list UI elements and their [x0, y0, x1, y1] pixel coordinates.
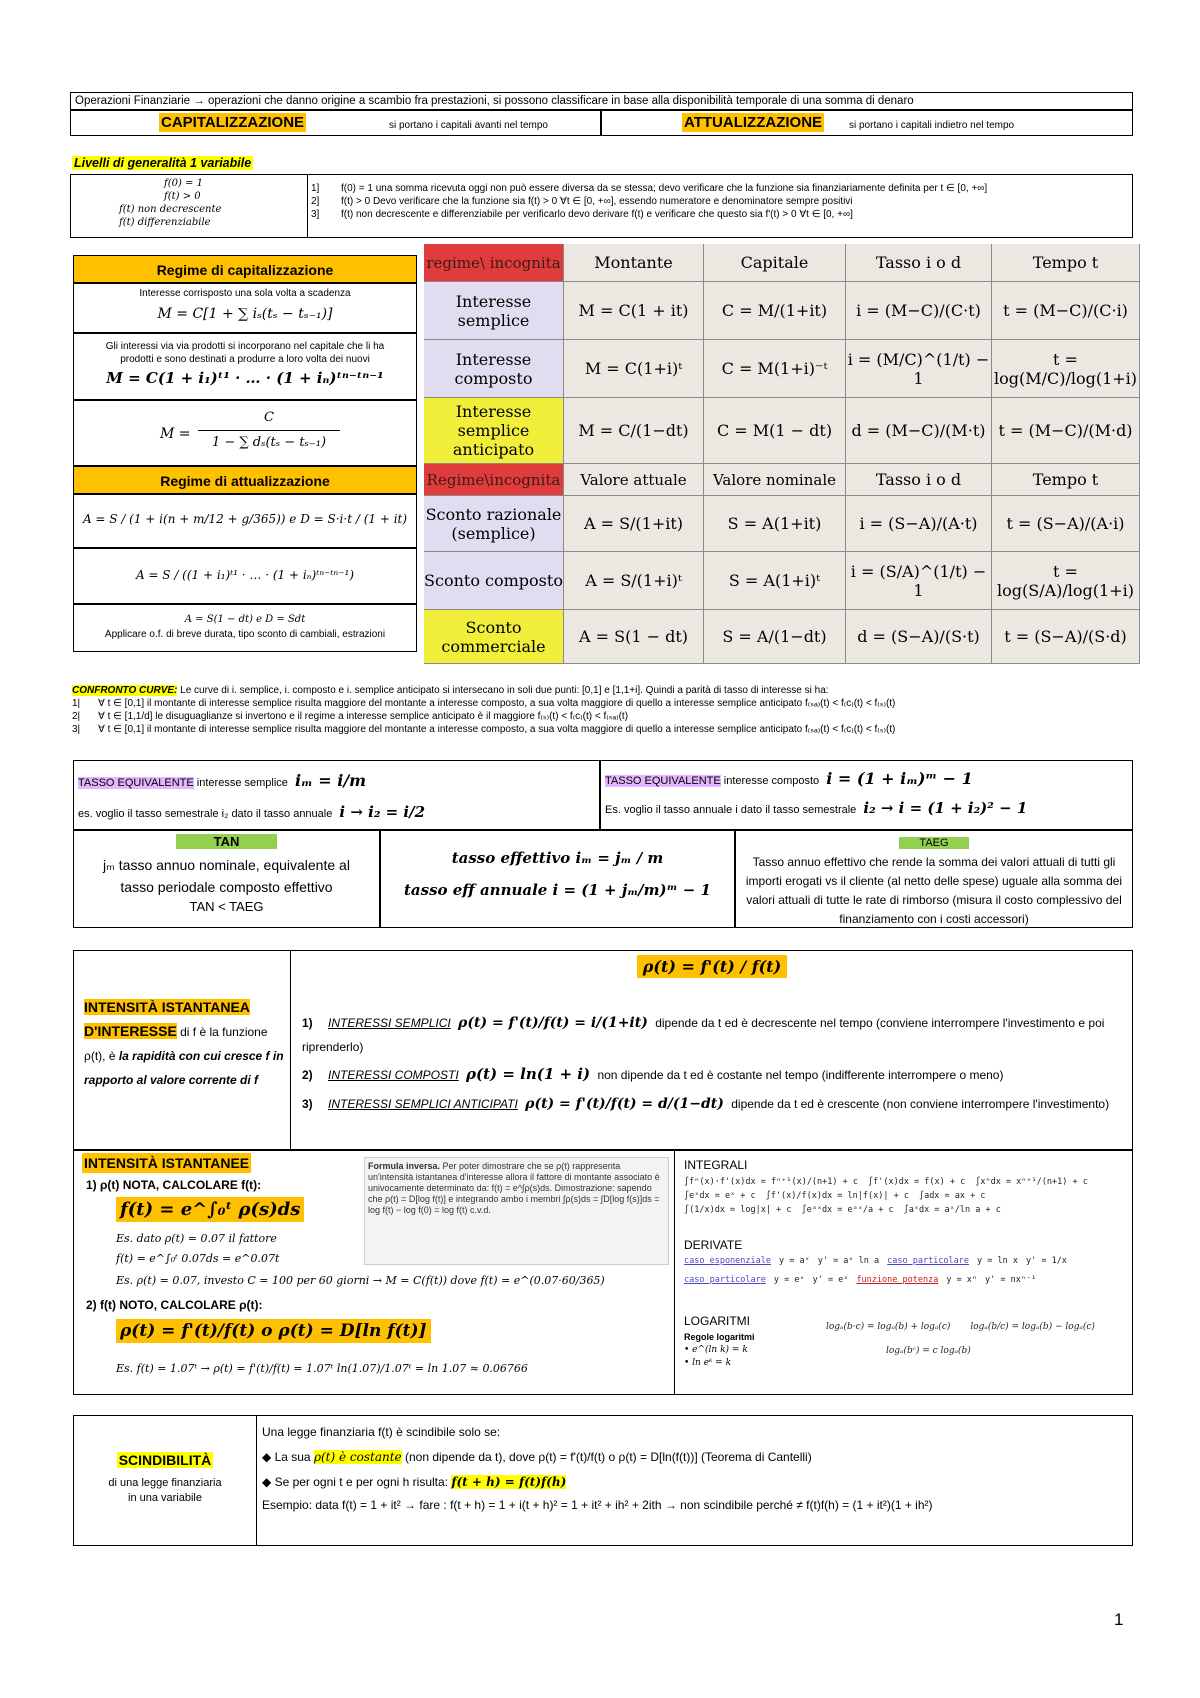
intensita-item-1-text: dipende da t ed è decrescente nel tempo (conviene interrompere l'investimento e poi riprenderlo) — [302, 1016, 1105, 1054]
confronto-intro-line — [72, 684, 1132, 697]
regime-att-r3-note: Applicare o.f. di breve durata, tipo sconto di cambiali, estrazioni — [104, 629, 386, 640]
scindibilita-b1-hl: ρ(t) è costante — [313, 1450, 402, 1464]
tasso-eq-right-label: TASSO EQUIVALENTE — [605, 775, 721, 787]
intensita-item-1-n: 1) — [302, 1016, 313, 1030]
intensita-item-3-formula: ρ(t) = f'(t)/f(t) = d/(1−dt) — [525, 1096, 724, 1112]
intensita-box — [73, 950, 1133, 1150]
regime-cap-row3 — [73, 400, 417, 466]
confronto-section — [72, 684, 1132, 736]
livelli-title: Livelli di generalità 1 variabile — [74, 156, 252, 170]
regime-att-r1-formula: A = S / (1 + i(n + m/12 + g/365)) e D = S·i·t / (1 + it) — [82, 512, 408, 526]
confronto-intro: Le curve di i. semplice, i. composto e i. semplice anticipato si intersecano in soli due punti: [0,1] e [1,1+i]. Quindi a parità di tasso di interesse si ha: — [180, 685, 829, 696]
tasso-eq-left-example: es. voglio il tasso semestrale i₂ dato il tasso annuale — [78, 808, 333, 820]
att-title: ATTUALIZZAZIONE — [684, 114, 823, 131]
intensita-item-3 — [302, 1092, 1128, 1116]
pt-att-r1c2: S = A(1+i)ᵗ — [704, 552, 846, 610]
regime-att-row3 — [73, 604, 417, 652]
confronto-item-2-n: 2| — [72, 711, 81, 722]
derivate-label-1: caso_esponenziale — [684, 1256, 771, 1266]
scindibilita-title-wrap — [74, 1416, 256, 1470]
att-cell — [601, 110, 1133, 136]
tasso-eq-left-text: interesse semplice — [196, 777, 288, 789]
cap-title: CAPITALIZZAZIONE — [161, 114, 305, 131]
confronto-item-1-text: ∀ t ∈ [0,1] il montante di interesse semplice risulta maggiore del montante a interesse composto, a sua volta maggiore di quello a interesse semplice anticipato f₍ₛₐ₎(t) < f₍c₎(t) < f₍ₛ₎(t) — [98, 698, 896, 709]
scindibilita-title: SCINDIBILITÀ — [118, 1452, 212, 1468]
integrali-rule-1b: ∫f'(x)dx = f(x) + c — [868, 1177, 966, 1187]
pt-cap-r0c0: Interesse semplice — [424, 282, 564, 340]
note-3-text: f(t) non decrescente e differenziabile per verificarlo devo derivare f(t) e verificare che questo sia f'(t) > 0 ∀t ∈ [0, +∞] — [341, 209, 853, 220]
regime-cap-r1-note: Interesse corrisposto una sola volta a scadenza — [139, 288, 351, 299]
derivate-row-2 — [684, 1274, 1130, 1287]
derivate-rule-5: y = eˣ — [773, 1275, 805, 1285]
integrali-rule-3b: ∫eᵃˣdx = eᵃˣ/a + c — [801, 1205, 894, 1215]
scindibilita-ex: Esempio: data f(t) = 1 + it² → fare : f(t + h) = 1 + i(t + h)² = 1 + it² + ih² + 2ith → non scindibile perché ≠ f(t)f(h) = (1 + it²)(1 + ih²) — [262, 1498, 933, 1512]
scindibilita-box — [73, 1415, 1133, 1546]
logaritmi-sub: Regole logaritmi — [684, 1332, 755, 1342]
tan-cell — [73, 830, 380, 928]
pt-att-r2c1: A = S(1 − dt) — [564, 610, 704, 664]
integrali-rule-2a: ∫eˣdx = eˣ + c — [684, 1191, 756, 1201]
derivate-table — [684, 1255, 1130, 1287]
livelli-divider — [307, 175, 308, 237]
formula-photo — [424, 244, 1140, 664]
intensita-main-formula: ρ(t) = f'(t) / f(t) — [637, 955, 787, 978]
pt-cap-r0c2: C = M/(1+it) — [704, 282, 846, 340]
tan-label: TAN — [176, 834, 278, 849]
integrali-rule-2c: ∫adx = ax + c — [918, 1191, 986, 1201]
note-3 — [311, 208, 1129, 221]
tasso-eq-left-formula: iₘ = i/m — [294, 771, 367, 790]
scindibilita-b2-hl: f(t + h) = f(t)f(h) — [451, 1475, 567, 1489]
pt-att-r0c1: A = S/(1+it) — [564, 496, 704, 552]
tasso-eq-right-formula: i = (1 + iₘ)ᵐ − 1 — [826, 769, 973, 788]
taeg-cell — [735, 830, 1133, 928]
confronto-title: CONFRONTO CURVE: — [72, 685, 178, 696]
tasso-eq-left-line1 — [78, 773, 366, 791]
pt-cap-r2c3: d = (M−C)/(M·t) — [846, 398, 992, 464]
logaritmi-rules — [684, 1331, 755, 1370]
regime-cap-r3-lhs: M = — [160, 426, 191, 442]
istantanee-ex1c: Es. ρ(t) = 0.07, investo C = 100 per 60 giorni → M = C(f(t)) dove f(t) = e^(0.07·60/365) — [116, 1274, 605, 1287]
intensita-item-2-label: INTERESSI COMPOSTI — [328, 1068, 459, 1082]
intensita-item-3-n: 3) — [302, 1097, 313, 1111]
confronto-item-1 — [72, 697, 1132, 710]
note-1-text: f(0) = 1 una somma ricevuta oggi non può essere diversa da se stessa; devo verificare che la funzione sia finanziariamente definita per t ∈ [0, +∞] — [341, 183, 988, 194]
confronto-item-1-n: 1| — [72, 698, 81, 709]
istantanee-p2: 2) f(t) NOTO, CALCOLARE ρ(t): — [86, 1298, 263, 1312]
pt-cap-h3: Tasso i o d — [846, 244, 992, 282]
pt-att-r0c4: t = (S−A)/(A·i) — [992, 496, 1140, 552]
pt-cap-r0c1: M = C(1 + it) — [564, 282, 704, 340]
eff-2: tasso eff annuale i = (1 + jₘ/m)ᵐ − 1 — [404, 881, 711, 899]
derivate-row-1 — [684, 1255, 1130, 1268]
scindibilita-sub1: di una legge finanziaria — [108, 1477, 222, 1489]
cond-2: f(t) > 0 — [164, 191, 201, 202]
derivate-label-4: funzione_potenza — [856, 1275, 939, 1285]
derivate-label-3: caso_particolare — [684, 1275, 766, 1285]
pt-att-r2c0: Sconto commerciale — [424, 610, 564, 664]
tasso-eq-right-example: Es. voglio il tasso annuale i dato il tasso semestrale — [605, 804, 857, 816]
logaritmi-rule-1-text: e^(ln k) = k — [692, 1345, 748, 1355]
scindibilita-sub2: in una variabile — [128, 1492, 202, 1504]
istantanee-title: INTENSITÀ ISTANTANEE — [84, 1155, 250, 1171]
derivate-rule-7: y = xⁿ — [946, 1275, 978, 1285]
cap-cell — [70, 110, 601, 136]
pt-cap-r2c4: t = (M−C)/(M·d) — [992, 398, 1140, 464]
tasso-eq-right-example-formula: i₂ → i = (1 + i₂)² − 1 — [863, 799, 1028, 817]
integrali-rule-1 — [684, 1175, 1130, 1189]
regime-att-row2 — [73, 548, 417, 604]
scindibilita-right — [262, 1420, 1128, 1515]
scindibilita-b1: ◆ La sua ρ(t) è costante (non dipende da t), dove ρ(t) = f'(t)/f(t) o ρ(t) = D[ln(f(t))] (Teorema di Cantelli) — [262, 1450, 812, 1464]
pt-cap-h0: regime\ incognita — [424, 244, 564, 282]
logaritmi-prop-1: logₐ(b·c) = logₐ(b) + logₐ(c) — [826, 1322, 951, 1332]
cap-desc: si portano i capitali avanti nel tempo — [389, 120, 548, 131]
istantanee-ex1b: f(t) = e^∫₀ᵗ 0.07ds = e^0.07t — [116, 1252, 280, 1265]
proof-image — [364, 1157, 669, 1265]
tasso-eq-left — [73, 760, 600, 830]
pt-att-r0c0: Sconto razionale (semplice) — [424, 496, 564, 552]
tasso-eq-right-line1 — [605, 771, 973, 789]
pt-att-r1c0: Sconto composto — [424, 552, 564, 610]
regime-att-r2-formula: A = S / ((1 + i₁)ᵗ¹ · … · (1 + iₙ)ᵗⁿ⁻ᵗⁿ⁻¹) — [135, 568, 355, 582]
pt-cap-r1c0: Interesse composto — [424, 340, 564, 398]
pt-cap-h4: Tempo t — [992, 244, 1140, 282]
istantanee-box — [73, 1150, 1133, 1395]
derivate-rule-2: y' = aˣ ln a — [817, 1256, 880, 1266]
logaritmi-prop-3: logₐ(bᶜ) = c logₐ(b) — [886, 1346, 971, 1356]
derivate-rule-4: y' = 1/x — [1025, 1256, 1067, 1266]
derivate-rule-6: y' = eˣ — [812, 1275, 849, 1285]
logaritmi-title: LOGARITMI — [684, 1314, 751, 1328]
pt-att-r2c4: t = (S−A)/(S·d) — [992, 610, 1140, 664]
intensita-desc: di f è la funzione ρ(t), è — [84, 1025, 268, 1063]
pt-att-r2c3: d = (S−A)/(S·t) — [846, 610, 992, 664]
pt-cap-h2: Capitale — [704, 244, 846, 282]
scindibilita-b2-pre: Se per ogni t e per ogni h risulta: — [274, 1475, 452, 1489]
proof-text: Per poter dimostrare che se ρ(t) rappresenta un'intensità istantanea d'interesse allora il fattore di montante associato è univocamente determinato da: f(t) = e^∫ρ(s)ds. Dimostrazione: sapendo che ρ(t) = D[log f(t)] e integrando ambo i membri ∫ρ(s)ds = ∫D[log f(s)]ds = log f(t) − log f(0) = log f(t) c.v.d. — [368, 1161, 660, 1215]
pt-cap-r0c3: i = (M−C)/(C·t) — [846, 282, 992, 340]
istantanee-ex2: Es. f(t) = 1.07ᵗ → ρ(t) = f'(t)/f(t) = 1.07ᵗ ln(1.07)/1.07ᵗ = ln 1.07 ≈ 0.06766 — [116, 1362, 528, 1375]
cond-1: f(0) = 1 — [164, 178, 203, 189]
tasso-eq-left-line2 — [78, 805, 425, 822]
note-2 — [311, 195, 1129, 208]
istantanee-ex1a: Es. dato ρ(t) = 0.07 il fattore — [116, 1232, 277, 1245]
scindibilita-b2: ◆ Se per ogni t e per ogni h risulta: f(t + h) = f(t)f(h) — [262, 1475, 567, 1489]
intensita-item-3-text: dipende da t ed è crescente (non conviene interrompere l'investimento) — [731, 1097, 1110, 1111]
derivate-rule-1: y = aˣ — [779, 1256, 810, 1266]
pt-att-h2: Valore nominale — [704, 464, 846, 496]
integrali-rule-2 — [684, 1189, 1130, 1203]
regime-cap-r3-bar — [198, 430, 340, 431]
pt-att-r1c1: A = S/(1+i)ᵗ — [564, 552, 704, 610]
pt-cap-r0c4: t = (M−C)/(C·i) — [992, 282, 1140, 340]
page-number: 1 — [1114, 1610, 1124, 1629]
formule-right — [676, 1151, 1132, 1394]
note-1 — [311, 182, 1129, 195]
livelli-notes — [311, 182, 1129, 221]
confronto-item-2 — [72, 710, 1132, 723]
intensita-title-wrap — [84, 995, 284, 1091]
integrali-rule-1c: ∫xⁿdx = xⁿ⁺¹/(n+1) + c — [975, 1177, 1088, 1187]
intensita-item-2-text: non dipende da t ed è costante nel tempo (indifferente interrompere o meno) — [597, 1068, 1004, 1082]
pt-cap-h1: Montante — [564, 244, 704, 282]
pt-cap-r1c2: C = M(1+i)⁻ᵗ — [704, 340, 846, 398]
pt-att-r0c2: S = A(1+it) — [704, 496, 846, 552]
logaritmi-rule-2: • ln eᵏ = k — [684, 1358, 732, 1368]
scindibilita-line1: Una legge finanziaria f(t) è scindibile solo se: — [262, 1425, 501, 1439]
regime-att-title: Regime di attualizzazione — [73, 466, 417, 494]
regime-cap-r2-note: Gli interessi via via prodotti si incorporano nel capitale che li ha prodotti e sono destinati a produrre a loro volta dei nuovi — [105, 341, 385, 365]
pt-att-r0c3: i = (S−A)/(A·t) — [846, 496, 992, 552]
cond-4: f(t) differenziabile — [119, 217, 211, 228]
pt-cap-r1c1: M = C(1+i)ᵗ — [564, 340, 704, 398]
logaritmi-props — [826, 1315, 1126, 1363]
pt-cap-r1c3: i = (M/C)^(1/t) − 1 — [846, 340, 992, 398]
intro-text: Operazioni Finanziarie → operazioni che danno origine a scambio fra prestazioni, si possono classificare in base alla disponibilità temporale di una somma di denaro — [75, 95, 914, 107]
taeg-label: TAEG — [899, 837, 968, 849]
regime-cap-r3-num: C — [264, 410, 274, 425]
derivate-label-2: caso_particolare — [887, 1256, 970, 1266]
cond-3: f(t) non decrescente — [119, 204, 222, 215]
derivate-rule-8: y' = nxⁿ⁻¹ — [985, 1275, 1037, 1285]
integrali-rule-2b: ∫f'(x)/f(x)dx = ln|f(x)| + c — [765, 1191, 909, 1201]
regime-cap-row1 — [73, 283, 417, 333]
tan-label-wrap — [74, 831, 379, 851]
pt-att-r2c2: S = A/(1−dt) — [704, 610, 846, 664]
confronto-item-3-text: ∀ t ∈ [0,1] il montante di interesse semplice risulta maggiore del montante a interesse composto, a sua volta maggiore di quello a interesse semplice anticipato f₍ₛₐ₎(t) < f₍c₎(t) < f₍ₛ₎(t) — [98, 724, 896, 735]
intro-row — [70, 92, 1133, 110]
tasso-eq-left-label: TASSO EQUIVALENTE — [78, 777, 194, 789]
intensita-title1: INTENSITÀ ISTANTANEA — [84, 999, 250, 1015]
istantanee-f1: f(t) = e^∫₀ᵗ ρ(s)ds — [116, 1197, 304, 1222]
pt-att-h1: Valore attuale — [564, 464, 704, 496]
integrali-rule-3 — [684, 1203, 1130, 1217]
regime-att-row1 — [73, 494, 417, 548]
pt-att-h0: Regime\incognita — [424, 464, 564, 496]
istantanee-left — [74, 1151, 675, 1394]
pt-att-h4: Tempo t — [992, 464, 1140, 496]
intensita-main-formula-wrap — [290, 957, 1134, 977]
regime-cap-row2 — [73, 333, 417, 400]
intensita-item-1-formula: ρ(t) = f'(t)/f(t) = i/(1+it) — [458, 1015, 648, 1031]
integrali-rule-3a: ∫(1/x)dx = log|x| + c — [684, 1205, 792, 1215]
logaritmi-prop-2: logₐ(b/c) = logₐ(b) − logₐ(c) — [970, 1322, 1095, 1332]
tasso-eq-right-line2 — [605, 801, 1027, 818]
taeg-text: Tasso annuo effettivo che rende la somma dei valori attuali di tutti gli importi erogati vs il cliente (al netto delle spese) uguale alla somma dei valori attuali di tutte le rate di rimborso (misura il costo complessivo del finanziamento con i costi accessori) — [745, 855, 1123, 926]
istantanee-p1: 1) ρ(t) NOTA, CALCOLARE f(t): — [86, 1178, 262, 1192]
tan-cmp: TAN < TAEG — [189, 899, 264, 914]
integrali-rule-1a: ∫fⁿ(x)·f'(x)dx = fⁿ⁺¹(x)/(n+1) + c — [684, 1177, 858, 1187]
istantanee-f2: ρ(t) = f'(t)/f(t) o ρ(t) = D[ln f(t)] — [116, 1319, 431, 1343]
pt-att-h3: Tasso i o d — [846, 464, 992, 496]
confronto-item-2-text: ∀ t ∈ [1,1/d] le disuguaglianze si invertono e il regime a interesse semplice anticipato è il maggiore f₍ₛ₎(t) < f₍c₎(t) < f₍ₛₐ₎(t) — [98, 711, 629, 722]
intensita-item-1 — [302, 1011, 1128, 1059]
pt-att-r1c3: i = (S/A)^(1/t) − 1 — [846, 552, 992, 610]
pt-cap-r2c2: C = M(1 − dt) — [704, 398, 846, 464]
integrali-rule-3c: ∫aˣdx = aˣ/ln a + c — [903, 1205, 1001, 1215]
confronto-item-3-n: 3| — [72, 724, 81, 735]
note-3-n: 3] — [311, 209, 320, 220]
tasso-eq-right — [600, 760, 1133, 830]
integrali-title: INTEGRALI — [684, 1158, 748, 1172]
pt-cap-r2c0: Interesse semplice anticipato — [424, 398, 564, 464]
logaritmi-props-row — [826, 1315, 1126, 1339]
note-2-n: 2] — [311, 196, 320, 207]
regime-att-r3-formula: A = S(1 − dt) e D = Sdt — [184, 614, 306, 625]
pt-cap-r2c1: M = C/(1−dt) — [564, 398, 704, 464]
taeg-label-wrap — [736, 831, 1132, 851]
intensita-items — [302, 1011, 1128, 1116]
note-2-text: f(t) > 0 Devo verificare che la funzione sia f(t) > 0 ∀t ∈ [0, +∞], essendo numeratore e denominatore sempre positivi — [341, 196, 853, 207]
tasso-eq-left-example-formula: i → i₂ = i/2 — [339, 803, 426, 821]
pt-cap-r1c4: t = log(M/C)/log(1+i) — [992, 340, 1140, 398]
derivate-rule-3: y = ln x — [977, 1256, 1018, 1266]
eff-1: tasso effettivo iₘ = jₘ / m — [451, 849, 664, 867]
intensita-desc-italic: la rapidità con cui cresce f in rapporto al valore corrente di f — [84, 1049, 284, 1087]
confronto-item-3 — [72, 723, 1132, 736]
intensita-item-3-label: INTERESSI SEMPLICI ANTICIPATI — [328, 1097, 518, 1111]
scindibilita-b1-pre: La sua — [274, 1450, 314, 1464]
intensita-title2: D'INTERESSE — [84, 1023, 177, 1039]
regime-cap-r2-formula: M = C(1 + i₁)ᵗ¹ · … · (1 + iₙ)ᵗⁿ⁻ᵗⁿ⁻¹ — [106, 369, 384, 387]
intensita-item-2-formula: ρ(t) = ln(1 + i) — [466, 1065, 591, 1083]
intensita-item-2-n: 2) — [302, 1068, 313, 1082]
derivate-title: DERIVATE — [684, 1238, 743, 1252]
regime-cap-title: Regime di capitalizzazione — [73, 255, 417, 283]
integrali-rules — [684, 1175, 1130, 1217]
logaritmi-rule-1: • e^(ln k) = k — [684, 1345, 748, 1355]
note-1-n: 1] — [311, 183, 320, 194]
att-desc: si portano i capitali indietro nel tempo — [849, 120, 1015, 131]
livelli-box — [70, 174, 1133, 238]
logaritmi-rule-2-text: ln eᵏ = k — [692, 1358, 732, 1368]
tasso-eq-right-text: interesse composto — [723, 775, 820, 787]
tan-text: jₘ tasso annuo nominale, equivalente al tasso periodale composto effettivo — [103, 857, 350, 895]
scindibilita-left — [74, 1416, 257, 1545]
regime-cap-r1-formula: M = C[1 + ∑ iₛ(tₛ − tₛ₋₁)] — [157, 306, 333, 322]
intensita-left — [74, 951, 291, 1149]
pt-att-r1c4: t = log(S/A)/log(1+i) — [992, 552, 1140, 610]
regime-cap-r3-den: 1 − ∑ dₛ(tₛ − tₛ₋₁) — [211, 435, 327, 450]
scindibilita-b1-post: (non dipende da t), dove ρ(t) = f'(t)/f(t) o ρ(t) = D[ln(f(t))] (Teorema di Cantelli) — [401, 1450, 812, 1464]
proof-title: Formula inversa. — [368, 1161, 441, 1171]
intensita-item-2 — [302, 1061, 1128, 1088]
intensita-item-1-label: INTERESSI SEMPLICI — [328, 1016, 451, 1030]
eff-cell — [380, 830, 735, 928]
